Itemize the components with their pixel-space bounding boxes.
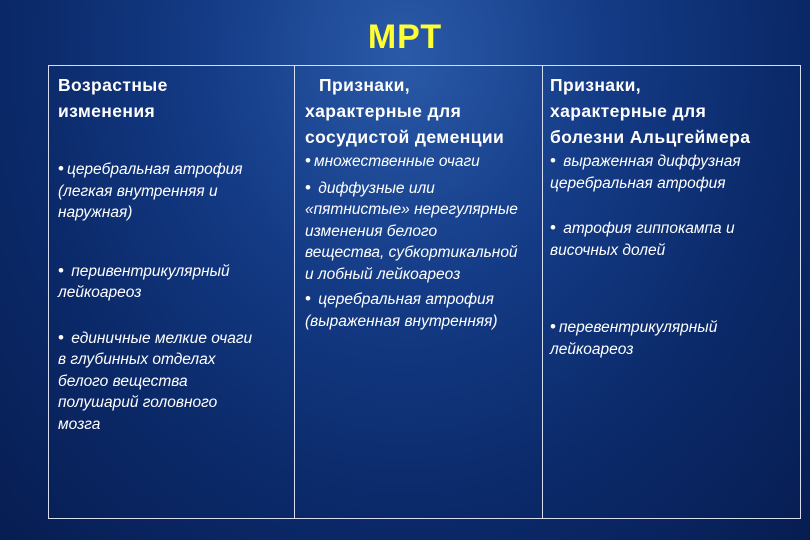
list-item-text: диффузные или «пятнистые» нерегулярные изменения белого вещества, субкортикальной и лобный лейкоареоз [305, 179, 518, 283]
column-heading: Признаки, характерные для болезни Альцгеймера [550, 75, 751, 147]
list-item [550, 217, 797, 261]
list-item [305, 177, 538, 286]
column-heading: Возрастные изменения [58, 75, 168, 121]
list-item-text: перевентрикулярный лейкоареоз [550, 319, 718, 358]
list-item [58, 260, 286, 304]
column-alzheimers [543, 66, 801, 360]
list-item [58, 327, 286, 436]
bullet-icon: • [58, 260, 64, 280]
bullet-icon: • [305, 151, 311, 170]
list-item-text: выраженная диффузная церебральная атрофия [550, 153, 741, 192]
bullet-icon: • [305, 289, 311, 308]
list-item-text: церебральная атрофия (выраженная внутренняя) [305, 291, 498, 330]
list-item [550, 150, 797, 194]
column-heading: Признаки, характерные для сосудистой деменции [305, 75, 505, 147]
bullet-icon: • [550, 317, 556, 336]
bullet-icon: • [550, 151, 556, 170]
list-item-text: атрофия гиппокампа и височных долей [550, 220, 735, 259]
comparison-table [48, 65, 801, 519]
column-age-changes [49, 66, 294, 435]
bullet-icon: • [58, 159, 64, 178]
list-item [550, 316, 797, 360]
bullet-icon: • [58, 327, 64, 347]
bullet-icon: • [550, 218, 556, 237]
list-item [58, 158, 286, 224]
list-item-text: множественные очаги [313, 153, 480, 170]
list-item-text: церебральная атрофия (легкая внутренняя и наружная) [58, 161, 243, 221]
column-vascular-dementia [295, 66, 542, 332]
list-item [305, 288, 538, 332]
list-item-text: единичные мелкие очаги в глубинных отделах белого вещества полушарий головного мозга [58, 329, 253, 433]
list-item-text: перивентрикулярный лейкоареоз [58, 262, 230, 301]
bullet-icon: • [305, 177, 311, 197]
slide-title: МРТ [367, 18, 443, 56]
list-item [305, 150, 538, 173]
